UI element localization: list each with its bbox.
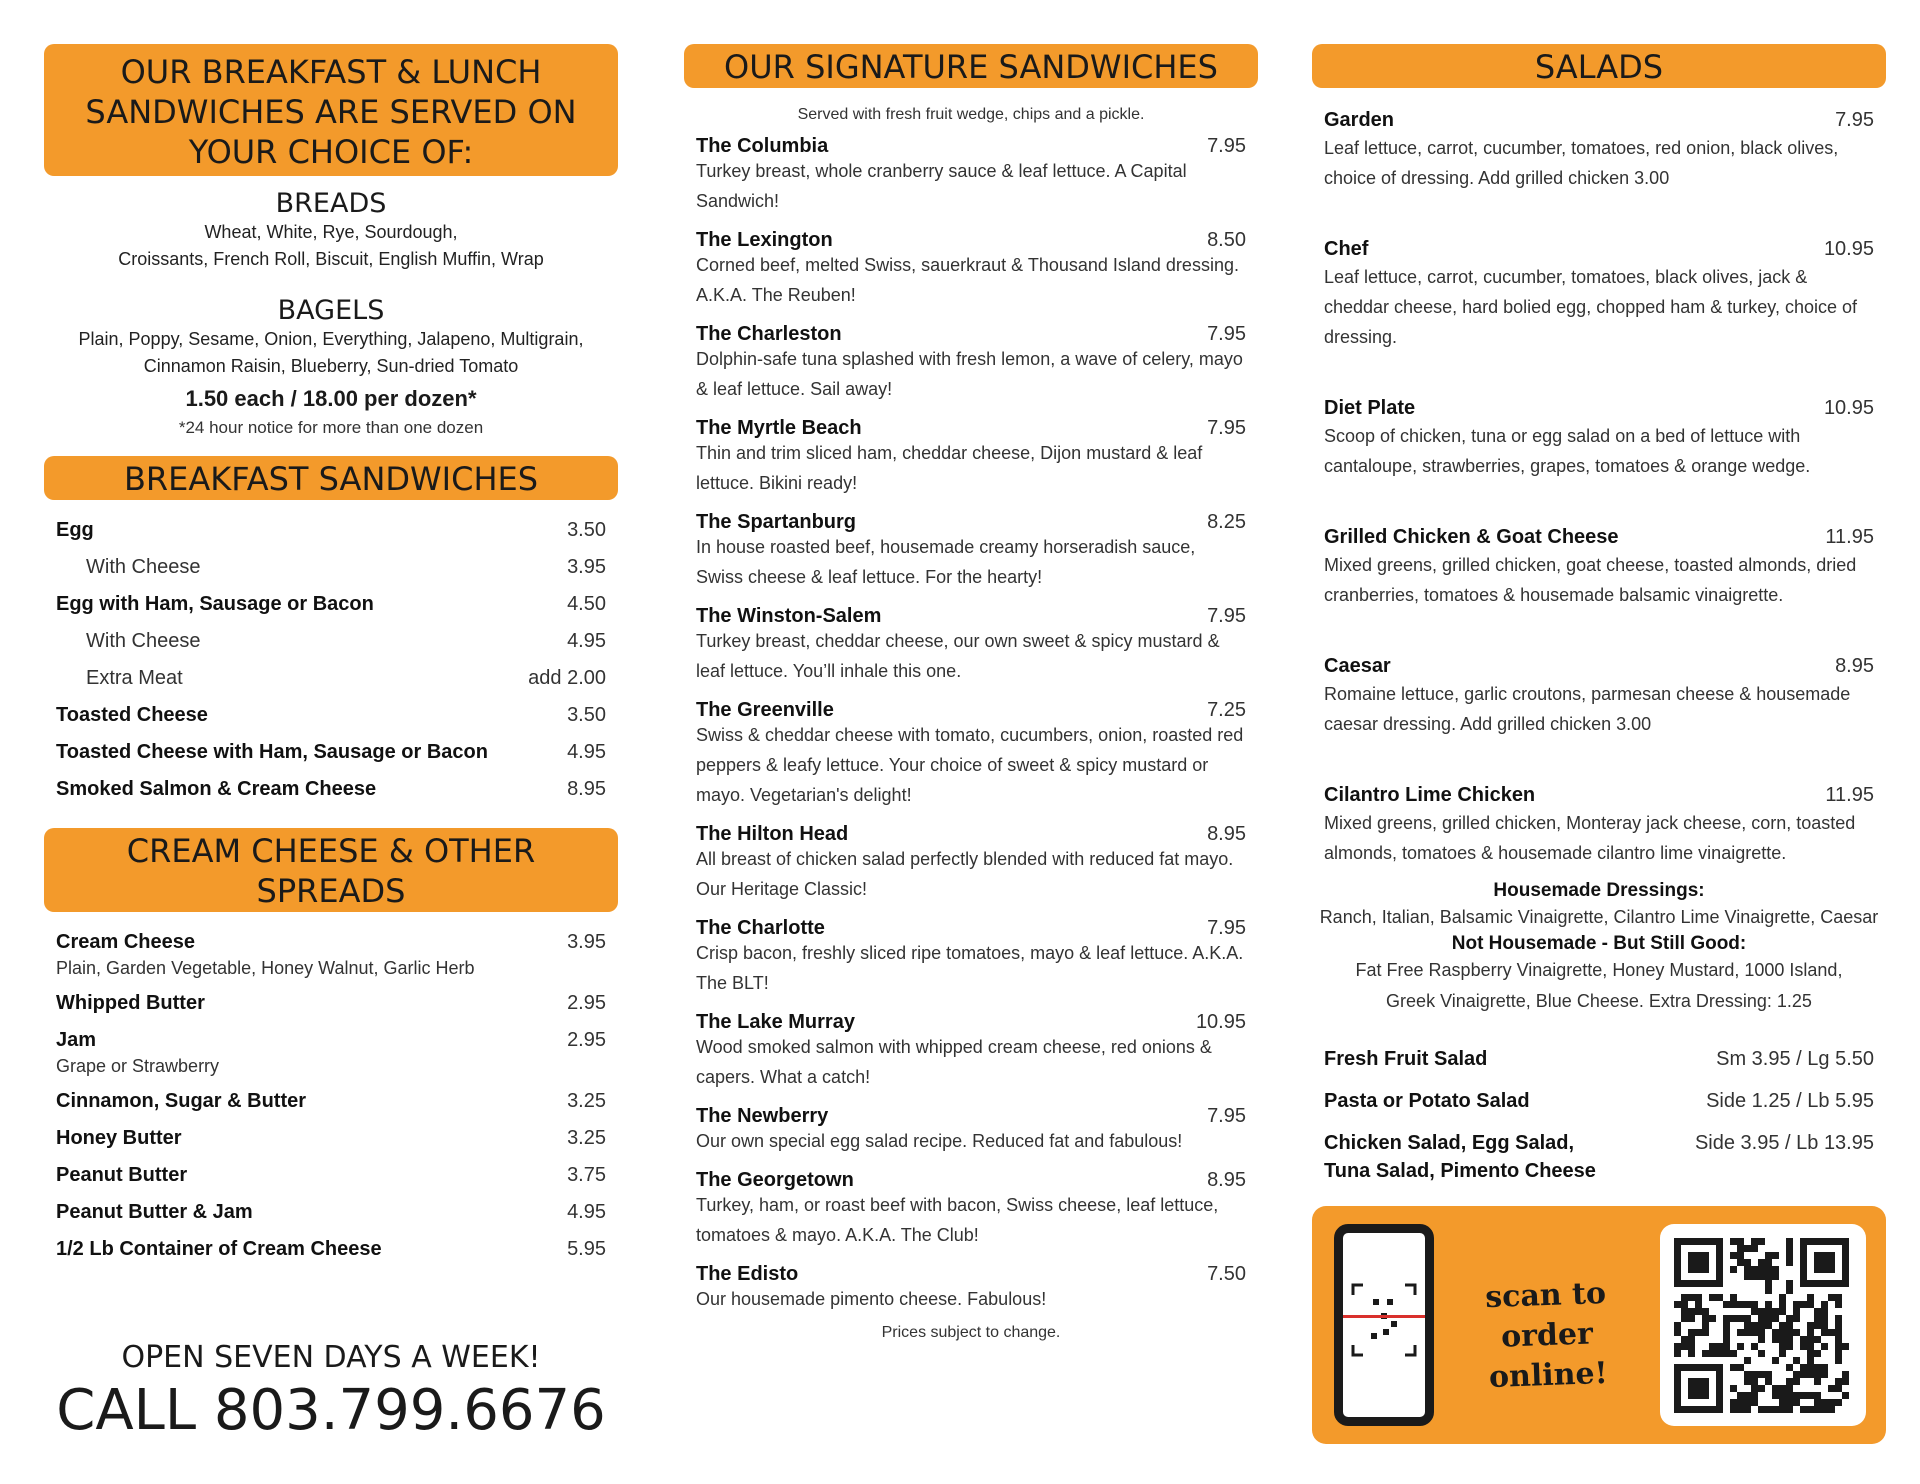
item-description: Romaine lettuce, garlic croutons, parmesan cheese & housemade caesar dressing. Add grilled chicken 3.00 bbox=[1324, 684, 1851, 734]
bagels-line: Plain, Poppy, Sesame, Onion, Everything, Jalapeno, Multigrain, bbox=[78, 329, 584, 349]
item-description: All breast of chicken salad perfectly blended with reduced fat mayo. Our Heritage Classic! bbox=[696, 849, 1234, 899]
menu-item bbox=[1312, 1129, 1886, 1185]
item-name: The Lake Murray bbox=[696, 1011, 855, 1033]
menu-item bbox=[44, 512, 618, 549]
column-left bbox=[44, 44, 618, 1268]
menu-item bbox=[44, 1120, 618, 1157]
item-price: 8.95 bbox=[1207, 823, 1246, 845]
spreads-banner: CREAM CHEESE & OTHER SPREADS bbox=[44, 828, 618, 912]
item-description: Mixed greens, grilled chicken, goat cheese, toasted almonds, dried cranberries, tomatoes & housemade balsamic vinaigrette. bbox=[1324, 555, 1857, 605]
menu-item bbox=[44, 1157, 618, 1194]
breads-line: Wheat, White, Rye, Sourdough, bbox=[204, 222, 458, 242]
item-price: 7.95 bbox=[1207, 135, 1246, 157]
column-right bbox=[1312, 44, 1886, 1185]
item-price: 11.95 bbox=[1825, 784, 1874, 806]
menu-item bbox=[684, 1100, 1258, 1156]
item-name: Honey Butter bbox=[56, 1127, 182, 1149]
menu-item bbox=[44, 1231, 618, 1268]
item-name: 1/2 Lb Container of Cream Cheese bbox=[56, 1238, 382, 1260]
choice-banner-line: OUR BREAKFAST & LUNCH bbox=[120, 53, 542, 91]
item-name: Fresh Fruit Salad bbox=[1324, 1048, 1488, 1070]
menu-item bbox=[44, 697, 618, 734]
menu-item bbox=[1312, 1087, 1886, 1115]
item-description: Leaf lettuce, carrot, cucumber, tomatoes, red onion, black olives, choice of dressing. Add grilled chicken 3.00 bbox=[1324, 138, 1839, 188]
item-price: 3.75 bbox=[567, 1164, 606, 1186]
item-description: Turkey breast, whole cranberry sauce & leaf lettuce. A Capital Sandwich! bbox=[696, 161, 1187, 211]
menu-item bbox=[44, 586, 618, 623]
item-price: Side 3.95 / Lb 13.95 bbox=[1694, 1132, 1874, 1154]
spreads-list bbox=[44, 924, 618, 1268]
scan-text-line: order online! bbox=[1488, 1316, 1609, 1396]
choice-banner bbox=[44, 44, 618, 176]
item-name: With Cheese bbox=[86, 556, 201, 578]
item-description: Turkey, ham, or roast beef with bacon, Swiss cheese, leaf lettuce, tomatoes & mayo. A.K.A. The Club! bbox=[696, 1195, 1219, 1245]
item-name: Caesar bbox=[1324, 655, 1391, 677]
choice-banner-line: YOUR CHOICE OF: bbox=[188, 133, 474, 171]
menu-item bbox=[684, 1258, 1258, 1314]
menu-item bbox=[1312, 231, 1886, 352]
item-price: 10.95 bbox=[1823, 397, 1874, 419]
item-description: Our own special egg salad recipe. Reduced fat and fabulous! bbox=[696, 1131, 1183, 1151]
item-price: 4.95 bbox=[567, 630, 606, 652]
menu-item bbox=[684, 1164, 1258, 1250]
menu-item bbox=[44, 1194, 618, 1231]
item-price: 3.95 bbox=[567, 931, 606, 953]
breakfast-banner: BREAKFAST SANDWICHES bbox=[44, 456, 618, 500]
item-price: 10.95 bbox=[1823, 238, 1874, 260]
item-price: 3.25 bbox=[567, 1090, 606, 1112]
item-price: 7.95 bbox=[1207, 417, 1246, 439]
item-price: 4.95 bbox=[567, 1201, 606, 1223]
item-name: Cinnamon, Sugar & Butter bbox=[56, 1090, 307, 1112]
menu-item bbox=[44, 985, 618, 1022]
item-name: Peanut Butter & Jam bbox=[56, 1201, 253, 1223]
item-price: 3.50 bbox=[567, 519, 606, 541]
menu-item bbox=[44, 660, 618, 697]
item-name-line: Tuna Salad, Pimento Cheese bbox=[1324, 1160, 1596, 1182]
menu-item bbox=[44, 771, 618, 808]
item-description: Turkey breast, cheddar cheese, our own sweet & spicy mustard & leaf lettuce. You’ll inhale this one. bbox=[696, 631, 1220, 681]
item-description: Leaf lettuce, carrot, cucumber, tomatoes, black olives, jack & cheddar cheese, hard bolied egg, chopped ham & turkey, choice of dressing. bbox=[1324, 267, 1858, 347]
housemade-dressings-list: Ranch, Italian, Balsamic Vinaigrette, Cilantro Lime Vinaigrette, Caesar bbox=[1319, 907, 1879, 927]
breads-heading: BREADS bbox=[275, 188, 387, 219]
item-name: Peanut Butter bbox=[56, 1164, 188, 1186]
item-name: The Myrtle Beach bbox=[696, 417, 862, 439]
item-price: 3.95 bbox=[567, 556, 606, 578]
item-price: 8.25 bbox=[1207, 511, 1246, 533]
menu-item bbox=[684, 694, 1258, 810]
item-name: The Lexington bbox=[696, 229, 833, 251]
item-name-line: Chicken Salad, Egg Salad, bbox=[1324, 1132, 1575, 1154]
item-name: Whipped Butter bbox=[56, 992, 205, 1014]
salads-list bbox=[1312, 102, 1886, 868]
item-name: Egg with Ham, Sausage or Bacon bbox=[56, 593, 374, 615]
item-price: 2.95 bbox=[567, 992, 606, 1014]
menu-item bbox=[684, 130, 1258, 216]
bagels-list bbox=[44, 326, 618, 380]
signature-list bbox=[684, 130, 1258, 1314]
item-price: 8.95 bbox=[567, 778, 606, 800]
item-price: 7.95 bbox=[1207, 323, 1246, 345]
item-name: Garden bbox=[1324, 109, 1395, 131]
item-price: add 2.00 bbox=[528, 667, 606, 689]
item-price: 5.95 bbox=[567, 1238, 606, 1260]
bagels-price: 1.50 each / 18.00 per dozen* bbox=[185, 386, 477, 411]
item-price: Sm 3.95 / Lg 5.50 bbox=[1716, 1048, 1874, 1070]
item-name: The Columbia bbox=[696, 135, 829, 157]
choice-banner-line: SANDWICHES ARE SERVED ON bbox=[85, 93, 577, 131]
menu-item bbox=[1312, 1045, 1886, 1073]
menu-item bbox=[684, 224, 1258, 310]
item-name: The Greenville bbox=[696, 699, 834, 721]
item-name: The Hilton Head bbox=[696, 823, 849, 845]
column-middle bbox=[684, 44, 1258, 1342]
item-name: Toasted Cheese bbox=[56, 704, 208, 726]
phone-number: CALL 803.799.6676 bbox=[56, 1378, 606, 1443]
item-name: Cream Cheese bbox=[56, 931, 195, 953]
bagels-heading: BAGELS bbox=[277, 295, 385, 326]
item-price: 3.50 bbox=[567, 704, 606, 726]
menu-item bbox=[44, 549, 618, 586]
bagels-note: *24 hour notice for more than one dozen bbox=[178, 418, 484, 437]
item-price: 7.95 bbox=[1207, 605, 1246, 627]
item-description: Our housemade pimento cheese. Fabulous! bbox=[696, 1289, 1047, 1309]
item-price: 7.95 bbox=[1207, 1105, 1246, 1127]
item-price: 7.95 bbox=[1835, 109, 1874, 131]
item-price: 10.95 bbox=[1195, 1011, 1246, 1033]
menu-item bbox=[684, 506, 1258, 592]
item-name: Diet Plate bbox=[1324, 397, 1416, 419]
menu-item bbox=[44, 1083, 618, 1120]
breads-line: Croissants, French Roll, Biscuit, English Muffin, Wrap bbox=[118, 249, 544, 269]
item-price: 7.95 bbox=[1207, 917, 1246, 939]
item-name: Smoked Salmon & Cream Cheese bbox=[56, 778, 377, 800]
item-price: 4.95 bbox=[567, 741, 606, 763]
menu-item bbox=[1312, 648, 1886, 739]
item-description: Scoop of chicken, tuna or egg salad on a bed of lettuce with cantaloupe, strawberries, grapes, tomatoes & orange wedge. bbox=[1324, 426, 1811, 476]
item-price: 7.50 bbox=[1207, 1263, 1246, 1285]
item-name: The Winston-Salem bbox=[696, 605, 882, 627]
qr-code-icon[interactable] bbox=[1660, 1224, 1866, 1426]
menu-item bbox=[1312, 102, 1886, 193]
item-description: In house roasted beef, housemade creamy horseradish sauce, Swiss cheese & leaf lettuce. For the hearty! bbox=[696, 537, 1196, 587]
scan-to-order-text bbox=[1450, 1273, 1644, 1400]
menu-item bbox=[684, 912, 1258, 998]
item-price: 4.50 bbox=[567, 593, 606, 615]
signature-intro: Served with fresh fruit wedge, chips and a pickle. bbox=[797, 106, 1145, 123]
bagels-line: Cinnamon Raisin, Blueberry, Sun-dried Tomato bbox=[143, 356, 519, 376]
open-days-text: OPEN SEVEN DAYS A WEEK! bbox=[121, 1340, 541, 1375]
phone-icon bbox=[1334, 1224, 1434, 1426]
item-name: Chef bbox=[1324, 238, 1369, 260]
item-name: Egg bbox=[56, 519, 94, 541]
item-price: 8.95 bbox=[1207, 1169, 1246, 1191]
not-housemade-line: Fat Free Raspberry Vinaigrette, Honey Mustard, 1000 Island, bbox=[1355, 960, 1843, 980]
item-name: Cilantro Lime Chicken bbox=[1324, 784, 1536, 806]
menu-item bbox=[1312, 390, 1886, 481]
item-description: Plain, Garden Vegetable, Honey Walnut, Garlic Herb bbox=[56, 958, 475, 978]
item-description: Corned beef, melted Swiss, sauerkraut & Thousand Island dressing. A.K.A. The Reuben! bbox=[696, 255, 1239, 305]
item-name: Extra Meat bbox=[86, 667, 183, 689]
item-description: Swiss & cheddar cheese with tomato, cucumbers, onion, roasted red peppers & leafy lettuce. Your choice of sweet & spicy mustard or mayo. Vegetarian's delight! bbox=[696, 725, 1244, 805]
item-name: The Spartanburg bbox=[696, 511, 857, 533]
menu-item bbox=[44, 734, 618, 771]
item-description: Mixed greens, grilled chicken, Monteray jack cheese, corn, toasted almonds, tomatoes & housemade cilantro lime vinaigrette. bbox=[1324, 813, 1856, 863]
menu-item bbox=[1312, 519, 1886, 610]
item-price: 7.25 bbox=[1207, 699, 1246, 721]
menu-item bbox=[684, 1006, 1258, 1092]
menu-item bbox=[1312, 777, 1886, 868]
item-name: Toasted Cheese with Ham, Sausage or Bacon bbox=[56, 741, 488, 763]
not-housemade-heading: Not Housemade - But Still Good: bbox=[1451, 933, 1747, 954]
item-name: The Newberry bbox=[696, 1105, 829, 1127]
item-description: Thin and trim sliced ham, cheddar cheese, Dijon mustard & leaf lettuce. Bikini ready! bbox=[696, 443, 1203, 493]
item-description: Dolphin-safe tuna splashed with fresh lemon, a wave of celery, mayo & leaf lettuce. Sail away! bbox=[696, 349, 1243, 399]
order-online-panel[interactable] bbox=[1312, 1206, 1886, 1444]
not-housemade-list bbox=[1312, 955, 1886, 1017]
item-price: 3.25 bbox=[567, 1127, 606, 1149]
item-name: Jam bbox=[56, 1029, 97, 1051]
not-housemade-line: Greek Vinaigrette, Blue Cheese. Extra Dressing: 1.25 bbox=[1386, 991, 1812, 1011]
signature-banner: OUR SIGNATURE SANDWICHES bbox=[684, 44, 1258, 88]
menu-item bbox=[684, 818, 1258, 904]
breads-list bbox=[44, 219, 618, 273]
item-name: The Charleston bbox=[696, 323, 842, 345]
housemade-dressings-heading: Housemade Dressings: bbox=[1493, 880, 1705, 901]
scan-frame-icon bbox=[1343, 1233, 1425, 1417]
item-name: Pasta or Potato Salad bbox=[1324, 1090, 1530, 1112]
item-price: 2.95 bbox=[567, 1029, 606, 1051]
item-name: The Georgetown bbox=[696, 1169, 854, 1191]
item-description: Crisp bacon, freshly sliced ripe tomatoes, mayo & leaf lettuce. A.K.A. The BLT! bbox=[696, 943, 1244, 993]
menu-item bbox=[684, 412, 1258, 498]
item-name: The Charlotte bbox=[696, 917, 825, 939]
menu-item bbox=[44, 623, 618, 660]
item-name: With Cheese bbox=[86, 630, 201, 652]
item-price: Side 1.25 / Lb 5.95 bbox=[1706, 1090, 1874, 1112]
menu-item bbox=[684, 600, 1258, 686]
item-description: Wood smoked salmon with whipped cream cheese, red onions & capers. What a catch! bbox=[696, 1037, 1212, 1087]
qr-code-graphic bbox=[1660, 1224, 1866, 1426]
item-price: 8.95 bbox=[1835, 655, 1874, 677]
item-name: The Edisto bbox=[696, 1263, 799, 1285]
prices-footnote: Prices subject to change. bbox=[881, 1324, 1061, 1341]
item-description: Grape or Strawberry bbox=[56, 1056, 220, 1076]
salads-banner: SALADS bbox=[1312, 44, 1886, 88]
scan-text-line: scan to bbox=[1484, 1275, 1607, 1316]
menu-item bbox=[684, 318, 1258, 404]
dressings-section bbox=[1312, 880, 1886, 1017]
item-name: Grilled Chicken & Goat Cheese bbox=[1324, 526, 1619, 548]
item-price: 8.50 bbox=[1207, 229, 1246, 251]
sides-list bbox=[1312, 1045, 1886, 1185]
item-name bbox=[1324, 1129, 1596, 1185]
breakfast-list bbox=[44, 512, 618, 808]
scan-line bbox=[1343, 1315, 1425, 1318]
item-price: 11.95 bbox=[1825, 526, 1874, 548]
